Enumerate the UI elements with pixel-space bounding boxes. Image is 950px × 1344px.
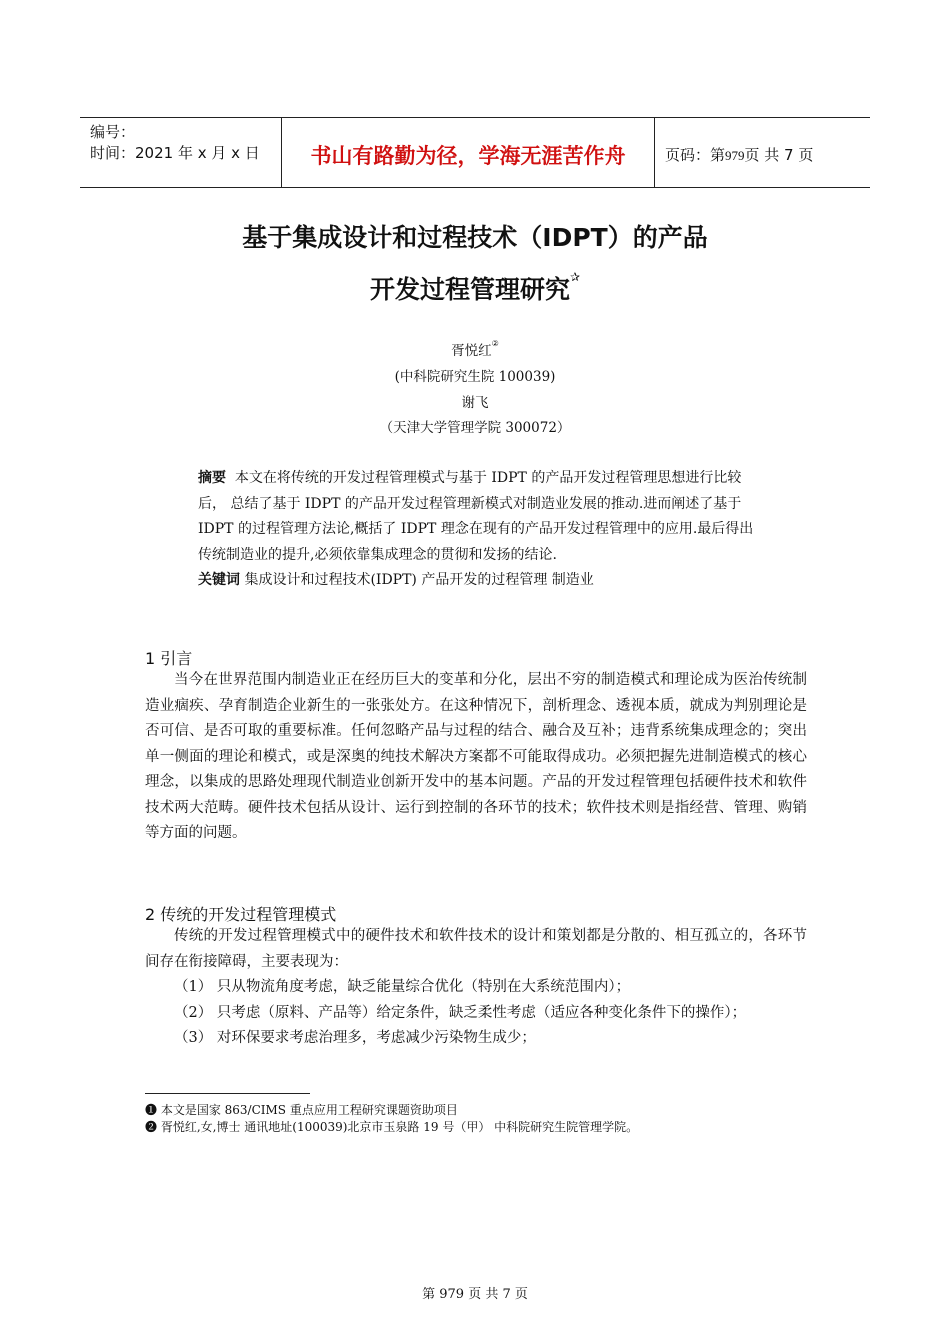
paper-title-line2: 开发过程管理研究✰ [369,270,581,304]
keywords-label: 关键词 [198,572,240,588]
time-label: 时间：2021 年 x 月 x 日 [90,144,260,162]
header-divider [654,118,655,187]
header-motto: 书山有路勤为径，学海无涯苦作舟 [310,144,626,168]
list-item: （1） 只从物流角度考虑，缺乏能量综合优化（特别在大系统范围内）； [174,979,631,995]
footnote-divider [145,1093,310,1094]
abstract-label: 摘要 [198,470,226,486]
author1-affiliation: (中科院研究生院 100039) [394,369,556,385]
list-item: （3） 对环保要求考虑治理多，考虑减少污染物生成少； [174,1030,536,1046]
star-icon: ✰ [569,270,581,284]
footnote-2: ❷ 胥悦红,女,博士 通讯地址(100039)北京市玉泉路 19 号（甲） 中科院研究生院管理学院。 [145,1120,639,1134]
section2-body [145,924,807,1052]
paper-title-line1: 基于集成设计和过程技术（IDPT）的产品 [242,223,708,252]
footnote-mark: ② [491,339,499,348]
page-header [80,117,870,188]
author2-affiliation: （天津大学管理学院 300072） [379,420,571,436]
keywords: 关键词 集成设计和过程技术(IDPT) 产品开发的过程管理 制造业 [198,572,594,588]
code-label: 编号： [90,123,136,141]
page-footer: 第 979 页 共 7 页 [422,1287,528,1302]
abstract-body: 摘要 本文在将传统的开发过程管理模式与基于 IDPT 的产品开发过程管理思想进行比较后， 总结了基于 IDPT 的产品开发过程管理新模式对制造业发展的推动.进而阐述了基于 IDPT 的过程管理方法论,概括了 IDPT 理念在现有的产品开发过程管理中的应用.最后得出传统制造业的提升,必须依靠集成理念的贯彻和发扬的结论. [198,470,754,563]
section1-heading: 1 引言 [145,649,193,668]
abstract [198,466,756,594]
footnote-1: ❶ 本文是国家 863/CIMS 重点应用工程研究课题资助项目 [145,1103,458,1117]
author2: 谢飞 [461,395,489,411]
list-item: （2） 只考虑（原料、产品等）给定条件，缺乏柔性考虑（适应各种变化条件下的操作）； [174,1004,747,1021]
section1-paragraph: 当今在世界范围内制造业正在经历巨大的变革和分化，层出不穷的制造模式和理论成为医治传统制造业痼疾、孕育制造企业新生的一张张处方。在这种情况下，剖析理念、透视本质，就成为判别理论是否可信、是否可取的重要标准。任何忽略产品与过程的结合、融合及互补；违背系统集成理念的；突出单一侧面的理论和模式，或是深奥的纯技术解决方案都不可能取得成功。必须把握先进制造模式的核心理念，以集成的思路处理现代制造业创新开发中的基本问题。产品的开发过程管理包括硬件技术和软件技术两大范畴。硬件技术包括从设计、运行到控制的各环节的技术；软件技术则是指经营、管理、购销等方面的问题。 [145,672,807,841]
author1: 胥悦红② [451,339,499,359]
section2-intro: 传统的开发过程管理模式中的硬件技术和软件技术的设计和策划都是分散的、相互孤立的，各环节间存在衔接障碍，主要表现为： [145,928,807,970]
header-left [90,122,260,164]
header-page-number: 页码：第979页 共 7 页 [665,146,814,164]
section2-heading: 2 传统的开发过程管理模式 [145,905,337,924]
